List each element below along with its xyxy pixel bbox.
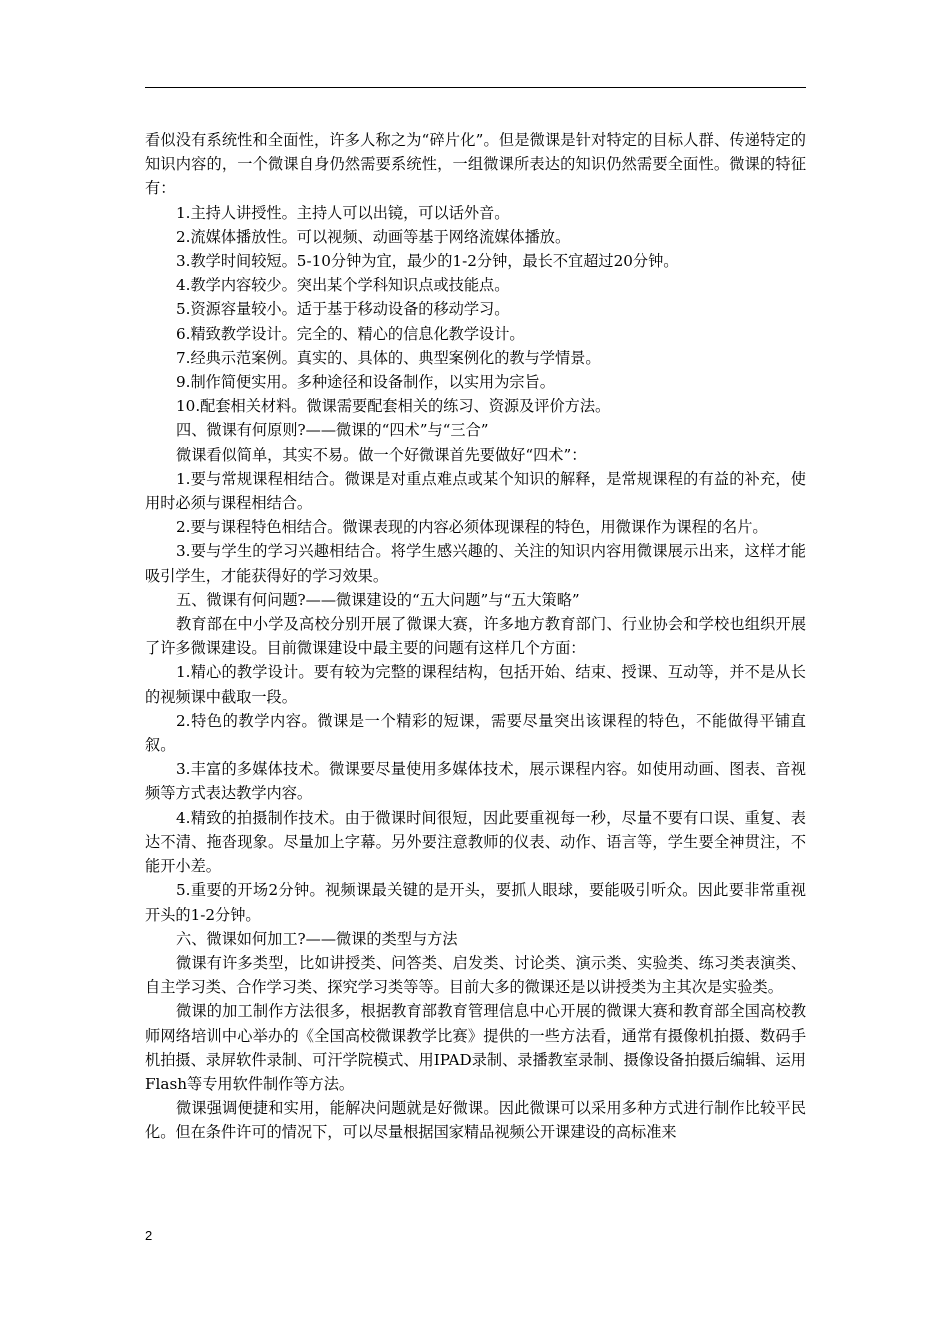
header-rule [145,87,806,88]
paragraph: 1.主持人讲授性。主持人可以出镜，可以话外音。 [176,203,510,222]
paragraph: 3.丰富的多媒体技术。微课要尽量使用多媒体技术，展示课程内容。如使用动画、图表、音视频等方式表达教学内容。 [145,760,806,803]
paragraph: 1.精心的教学设计。要有较为完整的课程结构，包括开始、结束、授课、互动等，并不是从长的视频课中截取一段。 [145,663,806,706]
paragraph: 4.教学内容较少。突出某个学科知识点或技能点。 [176,276,510,295]
paragraph: 微课的加工制作方法很多，根据教育部教育管理信息中心开展的微课大赛和教育部全国高校教师网络培训中心举办的《全国高校微课教学比赛》提供的一些方法看，通常有摄像机拍摄、数码手机拍摄、录屏软件录制、可汗学院模式、用IPAD录制、录播教室录制、摄像设备拍摄后编辑、运用Flash等专用软件制作等方法。 [145,1002,806,1093]
paragraph: 六、微课如何加工?——微课的类型与方法 [176,929,458,948]
document-body [145,128,806,1145]
paragraph: 四、微课有何原则?——微课的“四术”与“三合” [176,421,489,440]
paragraph: 3.教学时间较短。5-10分钟为宜，最少的1-2分钟，最长不宜超过20分钟。 [176,252,679,271]
paragraph: 微课看似简单，其实不易。做一个好微课首先要做好“四术”： [176,445,587,464]
paragraph: 10.配套相关材料。微课需要配套相关的练习、资源及评价方法。 [176,397,611,416]
paragraph: 9.制作简便实用。多种途径和设备制作，以实用为宗旨。 [176,373,555,392]
paragraph: 教育部在中小学及高校分别开展了微课大赛，许多地方教育部门、行业协会和学校也组织开展了许多微课建设。目前微课建设中最主要的问题有这样几个方面： [145,615,806,658]
paragraph: 3.要与学生的学习兴趣相结合。将学生感兴趣的、关注的知识内容用微课展示出来，这样才能吸引学生，才能获得好的学习效果。 [145,542,806,585]
paragraph: 微课有许多类型，比如讲授类、问答类、启发类、讨论类、演示类、实验类、练习类表演类、自主学习类、合作学习类、探究学习类等等。目前大多的微课还是以讲授类为主其次是实验类。 [145,953,806,997]
paragraph: 5.重要的开场2分钟。视频课最关键的是开头，要抓人眼球，要能吸引听众。因此要非常重视开头的1-2分钟。 [145,881,806,924]
paragraph: 5.资源容量较小。适于基于移动设备的移动学习。 [176,300,510,319]
paragraph: 五、微课有何问题?——微课建设的“五大问题”与“五大策略” [176,590,580,609]
paragraph: 看似没有系统性和全面性，许多人称之为“碎片化”。但是微课是针对特定的目标人群、传递特定的知识内容的，一个微课自身仍然需要系统性，一组微课所表达的知识仍然需要全面性。微课的特征有： [145,131,806,198]
paragraph: 4.精致的拍摄制作技术。由于微课时间很短，因此要重视每一秒，尽量不要有口误、重复、表达不清、拖沓现象。尽量加上字幕。另外要注意教师的仪表、动作、语言等，学生要全神贯注，不能开小差。 [145,808,806,876]
paragraph: 1.要与常规课程相结合。微课是对重点难点或某个知识的解释，是常规课程的有益的补充，使用时必须与课程相结合。 [145,469,806,513]
paragraph: 6.精致教学设计。完全的、精心的信息化教学设计。 [176,324,525,343]
paragraph: 2.流媒体播放性。可以视频、动画等基于网络流媒体播放。 [176,227,571,246]
paragraph: 2.要与课程特色相结合。微课表现的内容必须体现课程的特色，用微课作为课程的名片。 [176,518,768,537]
page-number: 2 [145,1228,153,1243]
paragraph: 微课强调便捷和实用，能解决问题就是好微课。因此微课可以采用多种方式进行制作比较平民化。但在条件许可的情况下，可以尽量根据国家精品视频公开课建设的高标准来 [145,1099,806,1142]
paragraph: 2.特色的教学内容。微课是一个精彩的短课，需要尽量突出该课程的特色，不能做得平铺直叙。 [145,711,806,755]
paragraph: 7.经典示范案例。真实的、具体的、典型案例化的教与学情景。 [176,348,601,367]
